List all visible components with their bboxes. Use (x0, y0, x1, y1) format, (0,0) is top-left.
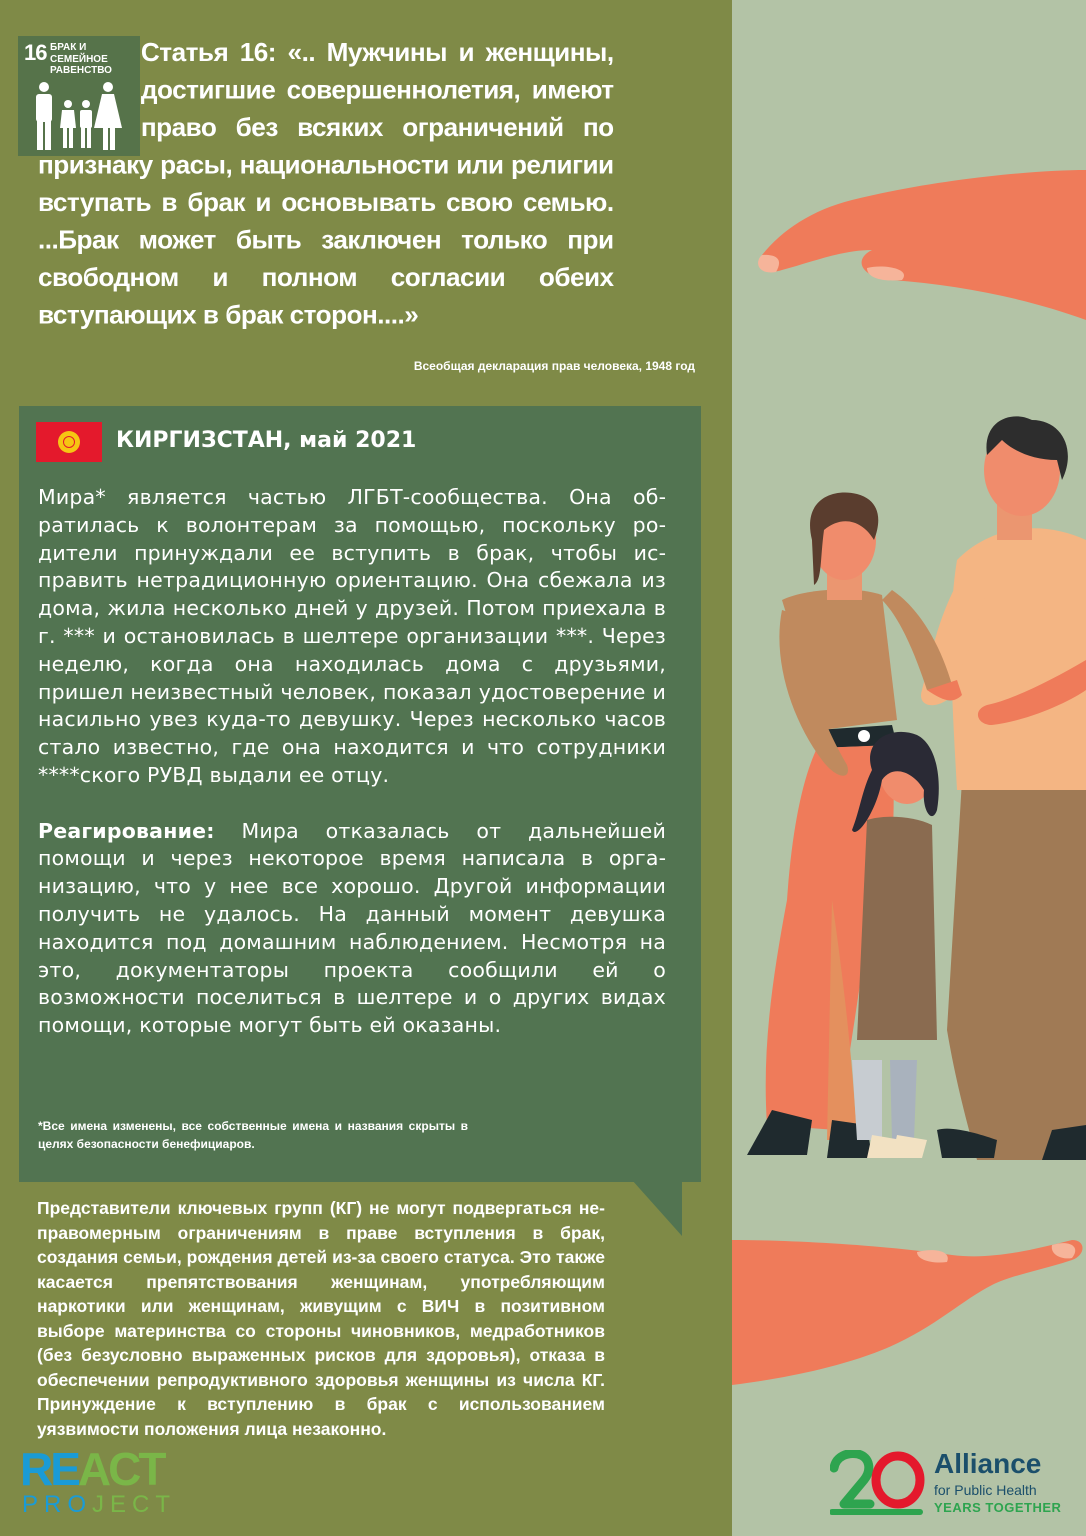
footnote: *Все имена изменены, все собственные имена и названия скрыты в целях безопасности бенефициаров. (38, 1119, 468, 1151)
sdg-number: 16 (24, 40, 47, 65)
alliance-name: Alliance (934, 1448, 1042, 1479)
quote-source: Всеобщая декларация прав человека, 1948 год (413, 359, 695, 373)
response-label: Реагирование: (38, 818, 215, 843)
case-body (38, 484, 666, 1068)
alliance-subtitle: for Public Health (934, 1482, 1037, 1498)
case-heading: КИРГИЗСТАН, май 2021 (116, 428, 417, 453)
react-logo-bottom: PROJECT (22, 1491, 177, 1518)
react-project-logo (20, 1443, 180, 1520)
top-hand-illustration (758, 170, 1086, 320)
react-logo-top: REACT (20, 1443, 164, 1495)
sdg-spacer (38, 34, 141, 144)
alliance-logo (830, 1448, 1070, 1520)
alliance-20-icon (830, 1450, 926, 1518)
case-story: Мира* является частью ЛГБТ-сообщества. Она обратилась к волонтерам за помощью, поскольку родители принуждали ее вступить в брак, чтобы исправить нетрадиционную ориентацию. Она сбежала из дома, жила несколько дней у друзей. Потом приехала в г. *** и остановилась в шелтере организации ***. Через неделю, когда она находилась дома с друзьями, пришел неизвестный человек, показал удостоверение и насильно увез куда-то девушку. Через несколько часов стало известно, где она находится и что сотрудники ****ского РУВД выдали ее отцу. (38, 485, 666, 787)
kyrgyzstan-flag-icon (36, 422, 102, 462)
article-quote (38, 34, 614, 334)
quote-text: Статья 16: «.. Мужчины и женщины, достигшие совершеннолетия, имеют право без всяких ограничений по признаку расы, национальности или религии вступать в брак и основывать свою семью. ...Брак может быть заключен только при свободном и полном согласии обеих вступающих в брак сторон....» (38, 38, 614, 330)
conclusion-text: Представители ключевых групп (КГ) не могут подвергаться неправомерным ограничениям в праве вступления в брак, создания семьи, рождения детей из-за своего статуса. Это также касается препятствования женщинам, употребляющим наркотики или женщинам, живущим с ВИЧ в позитивном выборе материнства со стороны чиновников, медработников (без безусловно выраженных рисков для здоровья), отказа в обеспечении репродуктивного здоровья женщины из числа КГ. Принуждение к вступлению в брак с использованием уязвимости положения лица незаконно. (37, 1198, 605, 1439)
case-response (38, 818, 666, 1040)
sdg-title: БРАК И СЕМЕЙНОЕ РАВЕНСТВО (50, 42, 112, 76)
alliance-years: YEARS TOGETHER (934, 1500, 1062, 1515)
family-illustration (732, 0, 1086, 1536)
flag-tunduk (63, 436, 75, 448)
man-illustration (921, 416, 1086, 1160)
response-text: Мира отказалась от дальнейшей помощи и через некоторое время написала в организацию, что у нее все хорошо. Другой информации получить не удалось. На данный момент девушка находится под домашним наблюдением. Несмотря на это, документаторы проекта сообщили ей о возможности поселиться в шелтере и о других видах помощи, которые могут быть ей оказаны. (38, 818, 666, 1038)
bottom-hand-illustration (732, 1240, 1083, 1385)
girl-illustration (852, 732, 939, 1158)
speech-bubble-tail (632, 1180, 682, 1236)
